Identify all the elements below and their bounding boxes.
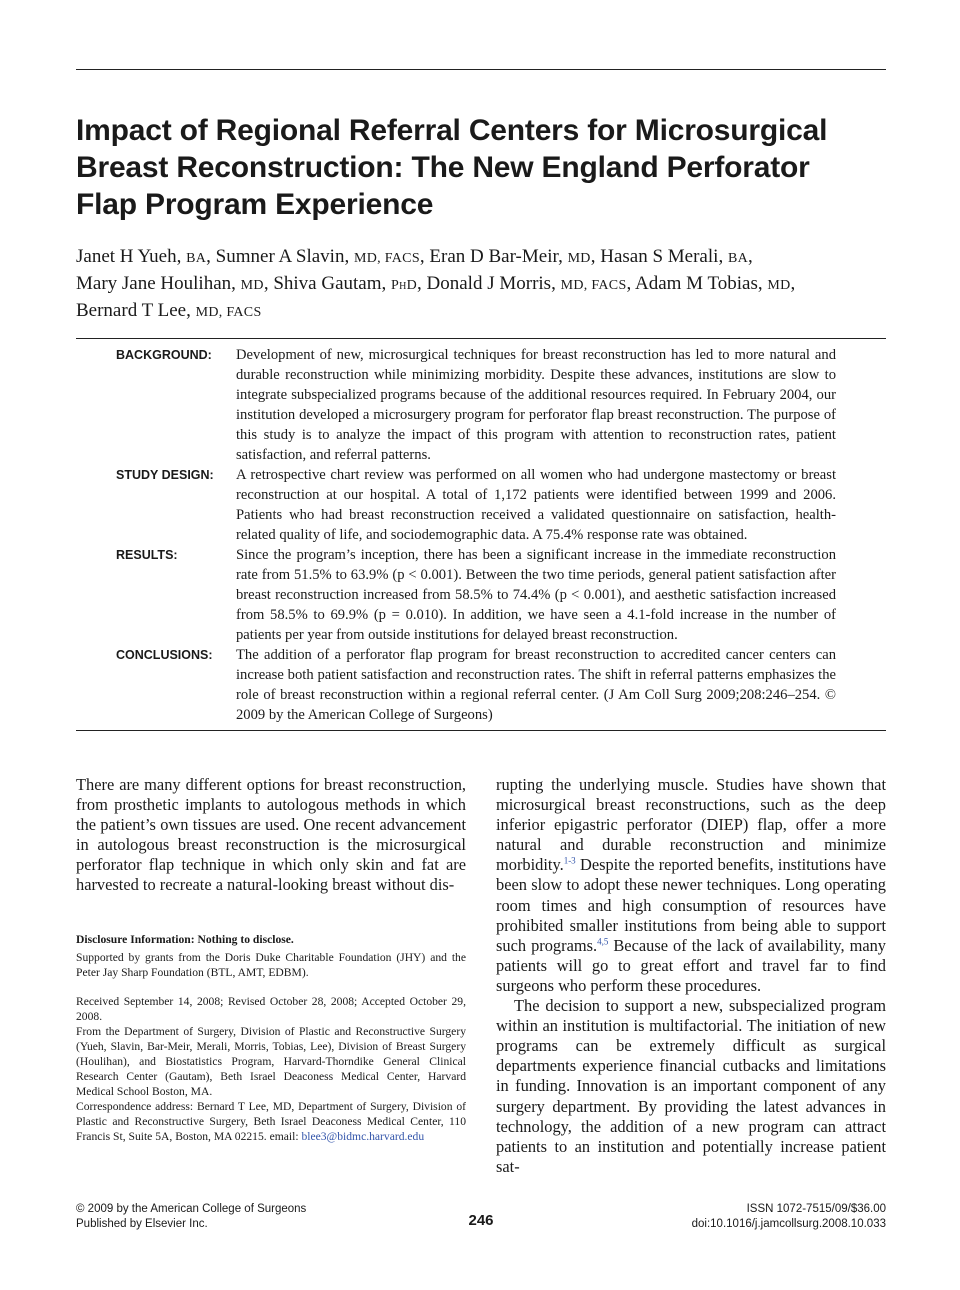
author-credentials: BA — [186, 251, 207, 266]
abstract-label: STUDY DESIGN: — [116, 468, 214, 482]
article-title: Impact of Regional Referral Centers for Microsurgical Breast Reconstruction: The New England Perforator Flap Program Experience — [76, 114, 828, 221]
body-paragraph: The decision to support a new, subspecialized program within an institution is multifactorial. The initiation of new programs can be extremely difficult as surgical departments experience financial cutbacks and limitations in funding. Innovation is an important component of any surgery department. By providing the latest advances in technology, the addition of a new program can attract patients to an institution and potentially increase patient sat- — [496, 996, 886, 1176]
author-name: Eran D Bar-Meir — [429, 246, 559, 267]
received-note: Received September 14, 2008; Revised October 28, 2008; Accepted October 29, 2008. — [76, 995, 466, 1023]
body-column-left — [76, 775, 466, 896]
author-name: Janet H Yueh — [76, 246, 177, 267]
body-paragraph — [496, 775, 886, 996]
author-credentials: MD, FACS — [195, 305, 262, 320]
copyright-text: © 2009 by the American College of Surgeons — [76, 1203, 307, 1215]
body-text: Because of the lack of availability, many patients will go to great effort and travel far to find surgeons who perform these procedures. — [496, 935, 886, 995]
author-credentials: MD, FACS — [560, 278, 627, 293]
correspondence-text: Correspondence address: Bernard T Lee, MD, Department of Surgery, Division of Plastic and Reconstructive Surgery, Beth Israel Deaconess Medical Center, 110 Francis St, Suite 5A, Boston, MA 02215. email: — [76, 1100, 466, 1143]
footer-right — [692, 1202, 886, 1232]
affiliation-note: From the Department of Surgery, Division of Plastic and Reconstructive Surgery (Yueh, Slavin, Bar-Meir, Merali, Morris, Tobias, Lee), Division of Breast Surgery (Houlihan), and Biostatistics Program, Harvard-Thorndike General Clinical Research Center (Gautam), Beth Israel Deaconess Medical Center, Harvard Medical School Boston, MA. — [76, 1025, 466, 1098]
author-credentials: MD — [567, 251, 591, 266]
author-name: Adam M Tobias — [635, 273, 758, 294]
citation-ref[interactable]: 1-3 — [563, 855, 576, 866]
body-text: Despite the reported benefits, institutions have been slow to adopt these newer techniques. Long operating room times and high consumption of resources have prohibited smaller institutions from being able to support such programs. — [496, 855, 886, 955]
body-paragraph: There are many different options for breast reconstruction, from prosthetic implants to autologous methods in which the patient’s own tissues are used. One recent advancement in autologous breast reconstruction is the microsurgical perforator flap technique in which only skin and fat are harvested to recreate a natural-looking breast without dis- — [76, 775, 466, 895]
citation-ref[interactable]: 4,5 — [597, 936, 609, 947]
email-link[interactable]: blee3@bidmc.harvard.edu — [301, 1130, 425, 1143]
body-column-right — [496, 775, 886, 1177]
support-note: Supported by grants from the Doris Duke Charitable Foundation (JHY) and the Peter Jay Sharp Foundation (BTL, AMT, EDBM). — [76, 951, 466, 979]
disclosure-note: Disclosure Information: Nothing to disclose. — [76, 933, 294, 946]
abstract-box — [76, 338, 886, 731]
abstract-section-conclusions — [76, 645, 886, 725]
abstract-section-design — [76, 465, 886, 545]
author-name: Hasan S Merali — [600, 246, 719, 267]
author-credentials: BA — [727, 251, 748, 266]
top-rule — [76, 69, 886, 70]
page-number: 246 — [468, 1212, 494, 1229]
correspondence-note — [76, 1099, 466, 1144]
abstract-section-background — [76, 345, 886, 465]
author-name: Shiva Gautam — [273, 273, 382, 294]
author-name: Bernard T Lee — [76, 300, 187, 321]
author-list: Janet H Yueh, BA, Sumner A Slavin, MD, FACS, Eran D Bar-Meir, MD, Hasan S Merali, BA, Mary Jane Houlihan, MD, Shiva Gautam, PhD, Donald J Morris, MD, FACS, Adam M Tobias, MD, Bernard T Lee, MD, FACS — [76, 246, 796, 321]
author-credentials: PhD — [391, 278, 418, 293]
author-credentials: MD — [240, 278, 264, 293]
footnotes — [76, 932, 466, 1150]
abstract-section-results — [76, 545, 886, 645]
issn-text: ISSN 1072-7515/09/$36.00 — [746, 1203, 886, 1215]
abstract-text: Since the program’s inception, there has been a significant increase in the immediate reconstruction rate from 51.5% to 63.9% (p < 0.001). Between the two time periods, general patient satisfaction after breast reconstruction increased from 58.5% to 74.4% (p < 0.001), and aesthetic satisfaction increased from 58.5% to 69.9% (p = 0.010). In addition, we have seen a 4.1-fold increase in the number of patients per year from outside institutions for delayed breast reconstruction. — [236, 547, 836, 643]
abstract-text: The addition of a perforator flap program for breast reconstruction to accredited cancer centers can increase both patient satisfaction and reconstruction rates. The shift in referral patterns emphasizes the role of breast reconstruction within a regional referral center. (J Am Coll Surg 2009;208:246–254. © 2009 by the American College of Surgeons) — [236, 647, 836, 723]
abstract-text: Development of new, microsurgical techniques for breast reconstruction has led to more natural and durable reconstruction while minimizing morbidity. Despite these advances, institutions are slow to integrate subspecialized programs because of the additional resources required. In February 2004, our institution developed a microsurgery program for perforator flap breast reconstruction. The purpose of this study is to analyze the impact of this program with attention to reconstruction rates, patient satisfaction, and referral patterns. — [236, 347, 836, 463]
abstract-label: CONCLUSIONS: — [116, 648, 213, 662]
author-name: Mary Jane Houlihan — [76, 273, 232, 294]
publisher-text: Published by Elsevier Inc. — [76, 1218, 208, 1230]
abstract-label: BACKGROUND: — [116, 348, 212, 362]
doi-text: doi:10.1016/j.jamcollsurg.2008.10.033 — [691, 1218, 886, 1230]
author-credentials: MD — [767, 278, 791, 293]
body-text: rupting the underlying muscle. Studies have shown that microsurgical breast reconstructions, such as the deep inferior epigastric perforator (DIEP) flap, offer a more natural and durable reconstruction and minimize morbidity. — [496, 775, 886, 875]
abstract-text: A retrospective chart review was performed on all women who had undergone mastectomy or breast reconstruction at our hospital. A total of 1,172 patients were identified between 1999 and 2006. Patients who had breast reconstruction received a validated questionnaire on satisfaction, health-related quality of life, and sociodemographic data. A 75.4% response rate was obtained. — [236, 467, 836, 543]
abstract-label: RESULTS: — [116, 548, 178, 562]
author-name: Sumner A Slavin — [215, 246, 345, 267]
author-credentials: MD, FACS — [353, 251, 420, 266]
author-name: Donald J Morris — [426, 273, 552, 294]
